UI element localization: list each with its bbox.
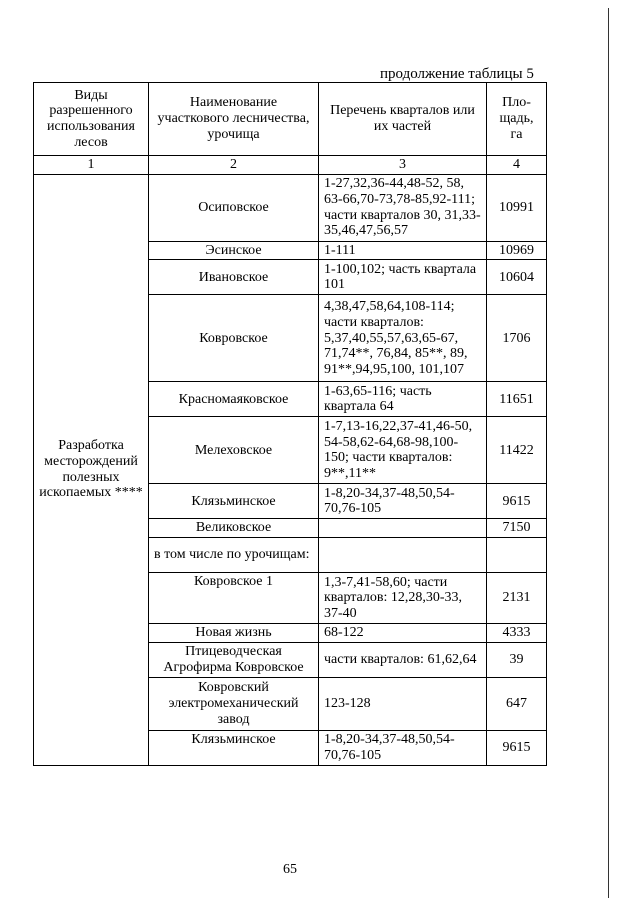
area-cell: 9615 (487, 484, 547, 519)
quarters-cell: 1-27,32,36-44,48-52, 58, 63-66,70-73,78-85,92-111; части кварталов 30, 31,33-35,46,47,56,57 (319, 174, 487, 241)
area-cell: 647 (487, 677, 547, 730)
area-cell: 11422 (487, 417, 547, 484)
area-cell: 39 (487, 642, 547, 677)
column-number-row (34, 156, 547, 175)
table-caption: продолжение таблицы 5 (380, 66, 534, 82)
column-number: 4 (487, 156, 547, 175)
forest-use-table (33, 82, 547, 766)
header-row (34, 83, 547, 156)
forestry-name-cell: Ковровское (149, 295, 319, 382)
header-use-type: Виды разрешенного использования лесов (34, 83, 149, 156)
column-number: 3 (319, 156, 487, 175)
quarters-cell: 1,3-7,41-58,60; части кварталов: 12,28,30-33, 37-40 (319, 573, 487, 624)
header-quarters-list: Перечень кварталов или их частей (319, 83, 487, 156)
column-number: 2 (149, 156, 319, 175)
quarters-cell: 4,38,47,58,64,108-114; части кварталов: 5,37,40,55,57,63,65-67, 71,74**, 76,84, 85**, 89, 91**,94,95,100, 101,107 (319, 295, 487, 382)
header-area: Пло-щадь, га (487, 83, 547, 156)
area-cell (487, 538, 547, 573)
area-cell: 10991 (487, 174, 547, 241)
forestry-name-cell: Красномаяковское (149, 382, 319, 417)
area-cell: 11651 (487, 382, 547, 417)
area-cell: 10969 (487, 241, 547, 260)
tract-name-cell: Птицеводческая Агрофирма Ковровское (149, 642, 319, 677)
area-cell: 4333 (487, 624, 547, 643)
quarters-cell: 123-128 (319, 677, 487, 730)
quarters-cell (319, 538, 487, 573)
tract-name-cell: Ковровское 1 (149, 573, 319, 624)
area-cell: 2131 (487, 573, 547, 624)
quarters-cell: 1-8,20-34,37-48,50,54-70,76-105 (319, 484, 487, 519)
tract-name-cell: Ковровский электромеханический завод (149, 677, 319, 730)
forestry-name-cell: Ивановское (149, 260, 319, 295)
forestry-name-cell: Великовское (149, 519, 319, 538)
area-cell: 7150 (487, 519, 547, 538)
forestry-name-cell: Эсинское (149, 241, 319, 260)
subsection-label: в том числе по урочищам: (149, 538, 319, 573)
use-type-cell: Разработка месторождений полезных ископаемых **** (34, 174, 149, 765)
tract-name-cell: Новая жизнь (149, 624, 319, 643)
page-number: 65 (283, 862, 297, 877)
quarters-cell: части кварталов: 61,62,64 (319, 642, 487, 677)
quarters-cell (319, 519, 487, 538)
column-number: 1 (34, 156, 149, 175)
tract-name-cell: Клязьминское (149, 730, 319, 765)
quarters-cell: 1-7,13-16,22,37-41,46-50, 54-58,62-64,68-98,100-150; части кварталов: 9**,11** (319, 417, 487, 484)
quarters-cell: 1-63,65-116; часть квартала 64 (319, 382, 487, 417)
quarters-cell: 1-111 (319, 241, 487, 260)
quarters-cell: 1-100,102; часть квартала 101 (319, 260, 487, 295)
scan-edge-line (608, 8, 609, 898)
table-row (34, 174, 547, 241)
area-cell: 10604 (487, 260, 547, 295)
header-forestry-name: Наименование участкового лесничества, урочища (149, 83, 319, 156)
forestry-name-cell: Клязьминское (149, 484, 319, 519)
quarters-cell: 68-122 (319, 624, 487, 643)
quarters-cell: 1-8,20-34,37-48,50,54-70,76-105 (319, 730, 487, 765)
forestry-name-cell: Мелеховское (149, 417, 319, 484)
area-cell: 9615 (487, 730, 547, 765)
forestry-name-cell: Осиповское (149, 174, 319, 241)
area-cell: 1706 (487, 295, 547, 382)
